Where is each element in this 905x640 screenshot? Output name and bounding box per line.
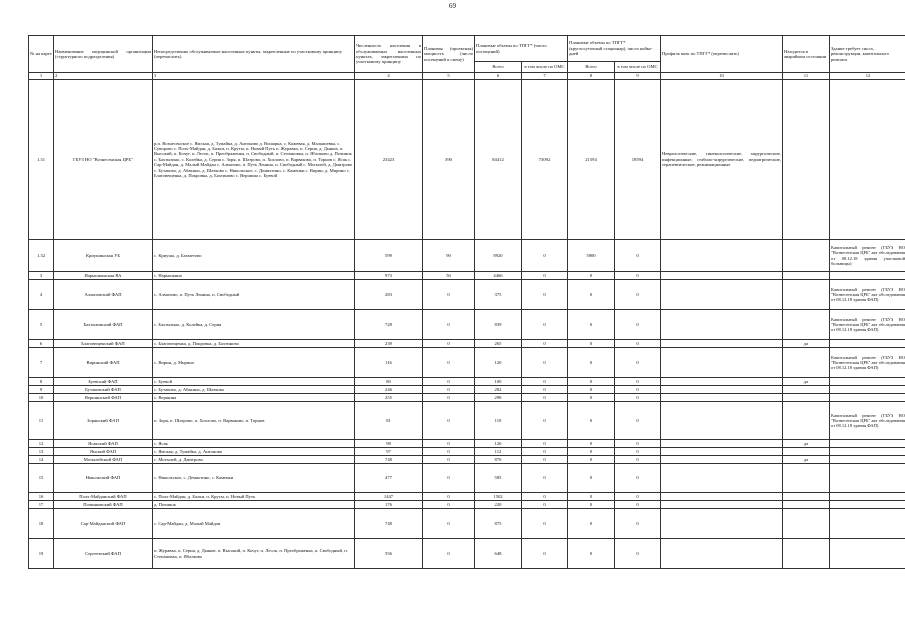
organization-name-cell: Бахтызинский ФАП [54, 310, 153, 340]
visits-total-cell: 220 [475, 501, 522, 509]
beds-total-cell: 0 [568, 386, 615, 394]
visits-oms-cell: 0 [522, 464, 568, 493]
settlements-cell: с. Нарышкино [153, 272, 355, 280]
table-row [29, 310, 905, 340]
organization-name-cell: Сергеевский ФАП [54, 539, 153, 569]
beds-oms-cell: 0 [615, 493, 661, 501]
beds-oms-cell: 0 [615, 348, 661, 378]
header-capacity: Плановая (проектная) мощность (число посещений в смену) [423, 36, 475, 73]
column-number-row [29, 73, 905, 80]
organization-name-cell: Ясакский ФАП [54, 440, 153, 448]
column-number: 5 [423, 73, 475, 80]
bed-profile-cell [661, 440, 783, 448]
settlements-cell: с. Бахтызино, д. Колейка, д. Серия [153, 310, 355, 340]
repair-note-cell [830, 80, 905, 240]
visits-oms-cell: 0 [522, 240, 568, 272]
emergency-status-cell [783, 348, 830, 378]
visits-oms-cell: 0 [522, 539, 568, 569]
repair-note-cell [830, 493, 905, 501]
bed-profile-cell [661, 310, 783, 340]
visits-oms-cell: 0 [522, 386, 568, 394]
bed-profile-cell [661, 509, 783, 539]
map-number-cell: 10 [29, 394, 54, 402]
repair-note-cell: Капитальный ремонт (ГБУЗ НО "Вознесенская ЦРБ" акт обследования от 08.12.18 здания ФАП) [830, 310, 905, 340]
column-number: 9 [615, 73, 661, 80]
emergency-status-cell: да [783, 378, 830, 386]
column-number: 10 [661, 73, 783, 80]
table-row [29, 272, 905, 280]
visits-oms-cell: 0 [522, 378, 568, 386]
capacity-cell: 0 [423, 509, 475, 539]
emergency-status-cell [783, 501, 830, 509]
settlements-cell: с. Буевой [153, 378, 355, 386]
bed-profile-cell [661, 272, 783, 280]
settlements-cell: с. Ясак [153, 440, 355, 448]
emergency-status-cell [783, 448, 830, 456]
page-number: 69 [449, 2, 456, 10]
beds-total-cell: 0 [568, 394, 615, 402]
bed-profile-cell [661, 501, 783, 509]
emergency-status-cell: да [783, 340, 830, 348]
population-cell: 477 [355, 464, 423, 493]
visits-oms-cell: 0 [522, 272, 568, 280]
repair-note-cell [830, 272, 905, 280]
population-cell: 748 [355, 456, 423, 464]
emergency-status-cell [783, 402, 830, 440]
visits-total-cell: 375 [475, 280, 522, 310]
population-cell: 81 [355, 402, 423, 440]
column-number: 6 [475, 73, 522, 80]
visits-oms-cell: 0 [522, 310, 568, 340]
visits-oms-cell: 0 [522, 340, 568, 348]
facilities-table [28, 35, 905, 569]
population-cell: 283 [355, 280, 423, 310]
visits-total-cell: 126 [475, 440, 522, 448]
capacity-cell: 0 [423, 394, 475, 402]
bed-profile-cell [661, 464, 783, 493]
map-number-cell: 1.32 [29, 240, 54, 272]
table-row [29, 80, 905, 240]
population-cell: 176 [355, 501, 423, 509]
map-number-cell: 8 [29, 378, 54, 386]
header-visits-oms: в том числе по ОМС [522, 62, 568, 73]
map-number-cell: 1.31 [29, 80, 54, 240]
organization-name-cell: Ямский ФАП [54, 448, 153, 456]
visits-total-cell: 4466 [475, 272, 522, 280]
map-number-cell: 9 [29, 386, 54, 394]
visits-total-cell: 875 [475, 509, 522, 539]
emergency-status-cell [783, 394, 830, 402]
organization-name-cell: Буевский ФАП [54, 378, 153, 386]
emergency-status-cell [783, 509, 830, 539]
visits-total-cell: 282 [475, 386, 522, 394]
bed-profile-cell [661, 394, 783, 402]
map-number-cell: 16 [29, 493, 54, 501]
beds-total-cell: 0 [568, 448, 615, 456]
beds-oms-cell: 0 [615, 378, 661, 386]
bed-profile-cell [661, 456, 783, 464]
map-number-cell: 17 [29, 501, 54, 509]
map-number-cell: 13 [29, 448, 54, 456]
beds-oms-cell: 0 [615, 509, 661, 539]
bed-profile-cell: Неврологические, гинекологические, хирургические, инфекционные, стабило-хирургические, педиатрические, терапевтические, реанимационные [661, 80, 783, 240]
settlements-cell: с. Алмазово, п. Путь Ленина, п. Свободный [153, 280, 355, 310]
population-cell: 23423 [355, 80, 423, 240]
settlements-cell: р.п. Вознесенское с. Ямская, д. Тумайка, д. Антоново д. Вошарка, с. Кожевая, д. Малышевка, с. Суворово с. Полх-Майдан, д. Балки, п. Круты, п. Новый Путь п. Журавка, п. Серия, д. Дьяков, п. Высокий, п. Кочуг, п. Лесок, п. Преображенка, п. Свободный, п. Степановка, п. Ябалково д. Починок с. Бахтызино, с. Колейка, д. Серия с. Зоря, п. Шатрово, п. Хохлово, п. Варваково, п. Торнов с. Ясак с. Сар-Майдан, д. Малый Майдан с. Алмазово, п. Путь Ленина, п. Свободный с. Мотылей, д. Дмитрово с. Бутаково, д. Абакино, д. Шатково с. Никольское, с. Демяхтино, с. Каменки с. Вирин, д. Мирино с. Благовещенка, д. Покровка, д. Бахтиново с. Вершина с. Буевой [153, 80, 355, 240]
settlements-cell: с. Вирин, д. Мирино [153, 348, 355, 378]
header-emergency: Находится в аварийном состоянии [783, 36, 830, 73]
beds-oms-cell: 0 [615, 539, 661, 569]
visits-total-cell: 1502 [475, 493, 522, 501]
beds-oms-cell: 0 [615, 340, 661, 348]
bed-profile-cell [661, 386, 783, 394]
beds-oms-cell: 0 [615, 501, 661, 509]
settlements-cell: с. Никольское, с. Демяхтино, с. Каменки [153, 464, 355, 493]
repair-note-cell [830, 340, 905, 348]
capacity-cell: 0 [423, 539, 475, 569]
beds-oms-cell: 0 [615, 448, 661, 456]
visits-total-cell: 870 [475, 456, 522, 464]
header-map-number: № на карте [29, 36, 54, 73]
visits-oms-cell: 0 [522, 509, 568, 539]
beds-total-cell: 0 [568, 340, 615, 348]
organization-name-cell: Вершинский ФАП [54, 394, 153, 402]
header-bed-days: Плановые объемы по ТПГГ* (круглосуточный стационар), число койко-дней [568, 36, 661, 62]
beds-total-cell: 0 [568, 501, 615, 509]
organization-name-cell: Виринский ФАП [54, 348, 153, 378]
visits-total-cell: 648 [475, 539, 522, 569]
visits-total-cell: 585 [475, 464, 522, 493]
emergency-status-cell: да [783, 456, 830, 464]
settlements-cell: с. Благовещенка, д. Покровка, д. Бахтиново [153, 340, 355, 348]
visits-oms-cell: 0 [522, 402, 568, 440]
column-number: 2 [54, 73, 153, 80]
organization-name-cell: Благовещенский ФАП [54, 340, 153, 348]
beds-total-cell: 0 [568, 509, 615, 539]
emergency-status-cell [783, 240, 830, 272]
population-cell: 556 [355, 539, 423, 569]
repair-note-cell: Капитальный ремонт (ГБУЗ НО "Вознесенская ЦРБ" акт обследования от 08.12.18 здания участковой больницы) [830, 240, 905, 272]
capacity-cell: 0 [423, 448, 475, 456]
visits-oms-cell: 0 [522, 394, 568, 402]
emergency-status-cell [783, 310, 830, 340]
settlements-cell: п. Журавка, п. Серия, д. Дьяков, п. Высокий, п. Кочуг, п. Лесок, п. Преображенка, п. Свободный, п. Степановка, п. Ябалково [153, 539, 355, 569]
beds-total-cell: 0 [568, 348, 615, 378]
column-number: 8 [568, 73, 615, 80]
table-row [29, 386, 905, 394]
beds-total-cell: 21594 [568, 80, 615, 240]
repair-note-cell [830, 509, 905, 539]
capacity-cell: 0 [423, 440, 475, 448]
capacity-cell: 0 [423, 464, 475, 493]
map-number-cell: 18 [29, 509, 54, 539]
visits-oms-cell: 0 [522, 280, 568, 310]
beds-total-cell: 0 [568, 456, 615, 464]
emergency-status-cell [783, 493, 830, 501]
beds-oms-cell: 0 [615, 240, 661, 272]
organization-name-cell: Бутаковский ФАП [54, 386, 153, 394]
table-row [29, 464, 905, 493]
capacity-cell: 0 [423, 402, 475, 440]
population-cell: 255 [355, 394, 423, 402]
beds-oms-cell: 0 [615, 386, 661, 394]
repair-note-cell [830, 440, 905, 448]
table-row [29, 394, 905, 402]
table-row [29, 280, 905, 310]
emergency-status-cell [783, 539, 830, 569]
settlements-cell: с. Криуша, д. Бахметово [153, 240, 355, 272]
settlements-cell: с. Ямская, д. Тумайка, д. Антоново [153, 448, 355, 456]
header-settlements: Непосредственно обслуживаемые населенные пункты, закрепленные по участковому принципу (перечислить) [153, 36, 355, 73]
visits-total-cell: 839 [475, 310, 522, 340]
emergency-status-cell [783, 80, 830, 240]
header-beds-total: Всего [568, 62, 615, 73]
map-number-cell: 11 [29, 402, 54, 440]
organization-name-cell: Мотылейский ФАП [54, 456, 153, 464]
emergency-status-cell [783, 272, 830, 280]
beds-oms-cell: 0 [615, 310, 661, 340]
visits-total-cell: 120 [475, 348, 522, 378]
repair-note-cell [830, 501, 905, 509]
map-number-cell: 19 [29, 539, 54, 569]
population-cell: 1447 [355, 493, 423, 501]
repair-note-cell [830, 448, 905, 456]
population-cell: 97 [355, 448, 423, 456]
bed-profile-cell [661, 448, 783, 456]
header-repair: Здание требует сноса, реконструкции, капитального ремонта [830, 36, 905, 73]
organization-name-cell: Нарышкинская ВА [54, 272, 153, 280]
population-cell: 98 [355, 440, 423, 448]
emergency-status-cell [783, 280, 830, 310]
repair-note-cell [830, 378, 905, 386]
visits-oms-cell: 0 [522, 440, 568, 448]
capacity-cell: 0 [423, 280, 475, 310]
emergency-status-cell: да [783, 440, 830, 448]
organization-name-cell: Криушинская УБ [54, 240, 153, 272]
repair-note-cell [830, 456, 905, 464]
capacity-cell: 90 [423, 240, 475, 272]
table-row [29, 240, 905, 272]
repair-note-cell: Капитальный ремонт (ГБУЗ НО "Вознесенская ЦРБ" акт обследования от 08.12.18 здания ФАП) [830, 402, 905, 440]
population-cell: 599 [355, 240, 423, 272]
column-number: 12 [830, 73, 905, 80]
repair-note-cell [830, 394, 905, 402]
beds-total-cell: 0 [568, 539, 615, 569]
emergency-status-cell [783, 386, 830, 394]
beds-total-cell: 0 [568, 280, 615, 310]
capacity-cell: 0 [423, 340, 475, 348]
population-cell: 116 [355, 348, 423, 378]
emergency-status-cell [783, 464, 830, 493]
map-number-cell: 3 [29, 272, 54, 280]
header-bed-profile: Профиль коек по ТПГГ* (перечислить) [661, 36, 783, 73]
header-organization: Наименование медицинской организации (структурного подразделения) [54, 36, 153, 73]
settlements-cell: д. Починок [153, 501, 355, 509]
table-row [29, 448, 905, 456]
table-row [29, 539, 905, 569]
table-row [29, 402, 905, 440]
column-number: 3 [153, 73, 355, 80]
table-row [29, 456, 905, 464]
population-cell: 748 [355, 509, 423, 539]
settlements-cell: п. Зоря, п. Шатрово, п. Хохлово, п. Варваково, п. Торнов [153, 402, 355, 440]
repair-note-cell: Капитальный ремонт (ГБУЗ НО "Вознесенская ЦРБ" акт обследования от 08.12.18 здания ФАП) [830, 280, 905, 310]
beds-total-cell: 0 [568, 464, 615, 493]
population-cell: 973 [355, 272, 423, 280]
table-body [29, 80, 905, 569]
organization-name-cell: Сар-Майданский ФАП [54, 509, 153, 539]
table-row [29, 509, 905, 539]
settlements-cell: с. Полх-Майдан, д. Балки, п. Круты, п. Новый Путь [153, 493, 355, 501]
bed-profile-cell [661, 280, 783, 310]
organization-name-cell: Зорянский ФАП [54, 402, 153, 440]
capacity-cell: 0 [423, 493, 475, 501]
visits-oms-cell: 0 [522, 348, 568, 378]
repair-note-cell [830, 464, 905, 493]
visits-total-cell: 265 [475, 340, 522, 348]
beds-total-cell: 0 [568, 440, 615, 448]
map-number-cell: 6 [29, 340, 54, 348]
header-population: Численность населения в обслуживаемых населенных пунктах, закрепленных по участковому принципу [355, 36, 423, 73]
header-visits: Плановые объемы по ТПГГ* (число посещений) [475, 36, 568, 62]
capacity-cell: 0 [423, 310, 475, 340]
visits-oms-cell: 0 [522, 493, 568, 501]
capacity-cell: 0 [423, 348, 475, 378]
map-number-cell: 12 [29, 440, 54, 448]
beds-oms-cell: 0 [615, 272, 661, 280]
organization-name-cell: ГБУЗ НО "Вознесенская ЦРБ" [54, 80, 153, 240]
map-number-cell: 5 [29, 310, 54, 340]
table-row [29, 348, 905, 378]
bed-profile-cell [661, 240, 783, 272]
map-number-cell: 4 [29, 280, 54, 310]
population-cell: 728 [355, 310, 423, 340]
bed-profile-cell [661, 340, 783, 348]
settlements-cell: с. Сар-Майдан, д. Малый Майдан [153, 509, 355, 539]
organization-name-cell: Починковский ФАП [54, 501, 153, 509]
beds-oms-cell: 0 [615, 402, 661, 440]
repair-note-cell [830, 386, 905, 394]
table-row [29, 501, 905, 509]
beds-oms-cell: 0 [615, 456, 661, 464]
visits-total-cell: 100 [475, 378, 522, 386]
visits-total-cell: 298 [475, 394, 522, 402]
visits-total-cell: 84412 [475, 80, 522, 240]
capacity-cell: 390 [423, 80, 475, 240]
beds-total-cell: 0 [568, 272, 615, 280]
header-beds-oms: в том числе по ОМС [615, 62, 661, 73]
table-row [29, 493, 905, 501]
beds-total-cell: 0 [568, 378, 615, 386]
repair-note-cell: Капитальный ремонт (ГБУЗ НО "Вознесенская ЦРБ" акт обследования от 08.12.18 здания ФАП) [830, 348, 905, 378]
population-cell: 246 [355, 386, 423, 394]
column-number: 4 [355, 73, 423, 80]
capacity-cell: 50 [423, 272, 475, 280]
visits-total-cell: 112 [475, 448, 522, 456]
visits-total-cell: 110 [475, 402, 522, 440]
beds-oms-cell: 0 [615, 280, 661, 310]
table-row [29, 340, 905, 348]
organization-name-cell: Полх-Майданский ФАП [54, 493, 153, 501]
settlements-cell: с. Бутаково, д. Абакино, д. Шатково [153, 386, 355, 394]
beds-oms-cell: 18594 [615, 80, 661, 240]
map-number-cell: 15 [29, 464, 54, 493]
visits-oms-cell: 0 [522, 448, 568, 456]
beds-total-cell: 0 [568, 310, 615, 340]
organization-name-cell: Никольский ФАП [54, 464, 153, 493]
beds-oms-cell: 0 [615, 464, 661, 493]
beds-total-cell: 0 [568, 493, 615, 501]
organization-name-cell: Алмазовский ФАП [54, 280, 153, 310]
capacity-cell: 0 [423, 386, 475, 394]
column-number: 1 [29, 73, 54, 80]
visits-oms-cell: 0 [522, 456, 568, 464]
capacity-cell: 0 [423, 378, 475, 386]
population-cell: 80 [355, 378, 423, 386]
beds-total-cell: 0 [568, 402, 615, 440]
map-number-cell: 14 [29, 456, 54, 464]
bed-profile-cell [661, 539, 783, 569]
settlements-cell: с. Мотылей, д. Дмитрово [153, 456, 355, 464]
map-number-cell: 7 [29, 348, 54, 378]
column-number: 7 [522, 73, 568, 80]
table-row [29, 440, 905, 448]
visits-oms-cell: 0 [522, 501, 568, 509]
capacity-cell: 0 [423, 501, 475, 509]
population-cell: 239 [355, 340, 423, 348]
bed-profile-cell [661, 493, 783, 501]
column-number: 11 [783, 73, 830, 80]
table-row [29, 378, 905, 386]
beds-oms-cell: 0 [615, 440, 661, 448]
beds-oms-cell: 0 [615, 394, 661, 402]
header-visits-total: Всего [475, 62, 522, 73]
settlements-cell: с. Вершина [153, 394, 355, 402]
capacity-cell: 0 [423, 456, 475, 464]
visits-oms-cell: 73092 [522, 80, 568, 240]
bed-profile-cell [661, 378, 783, 386]
repair-note-cell [830, 539, 905, 569]
bed-profile-cell [661, 402, 783, 440]
beds-total-cell: 3900 [568, 240, 615, 272]
bed-profile-cell [661, 348, 783, 378]
visits-total-cell: 8920 [475, 240, 522, 272]
